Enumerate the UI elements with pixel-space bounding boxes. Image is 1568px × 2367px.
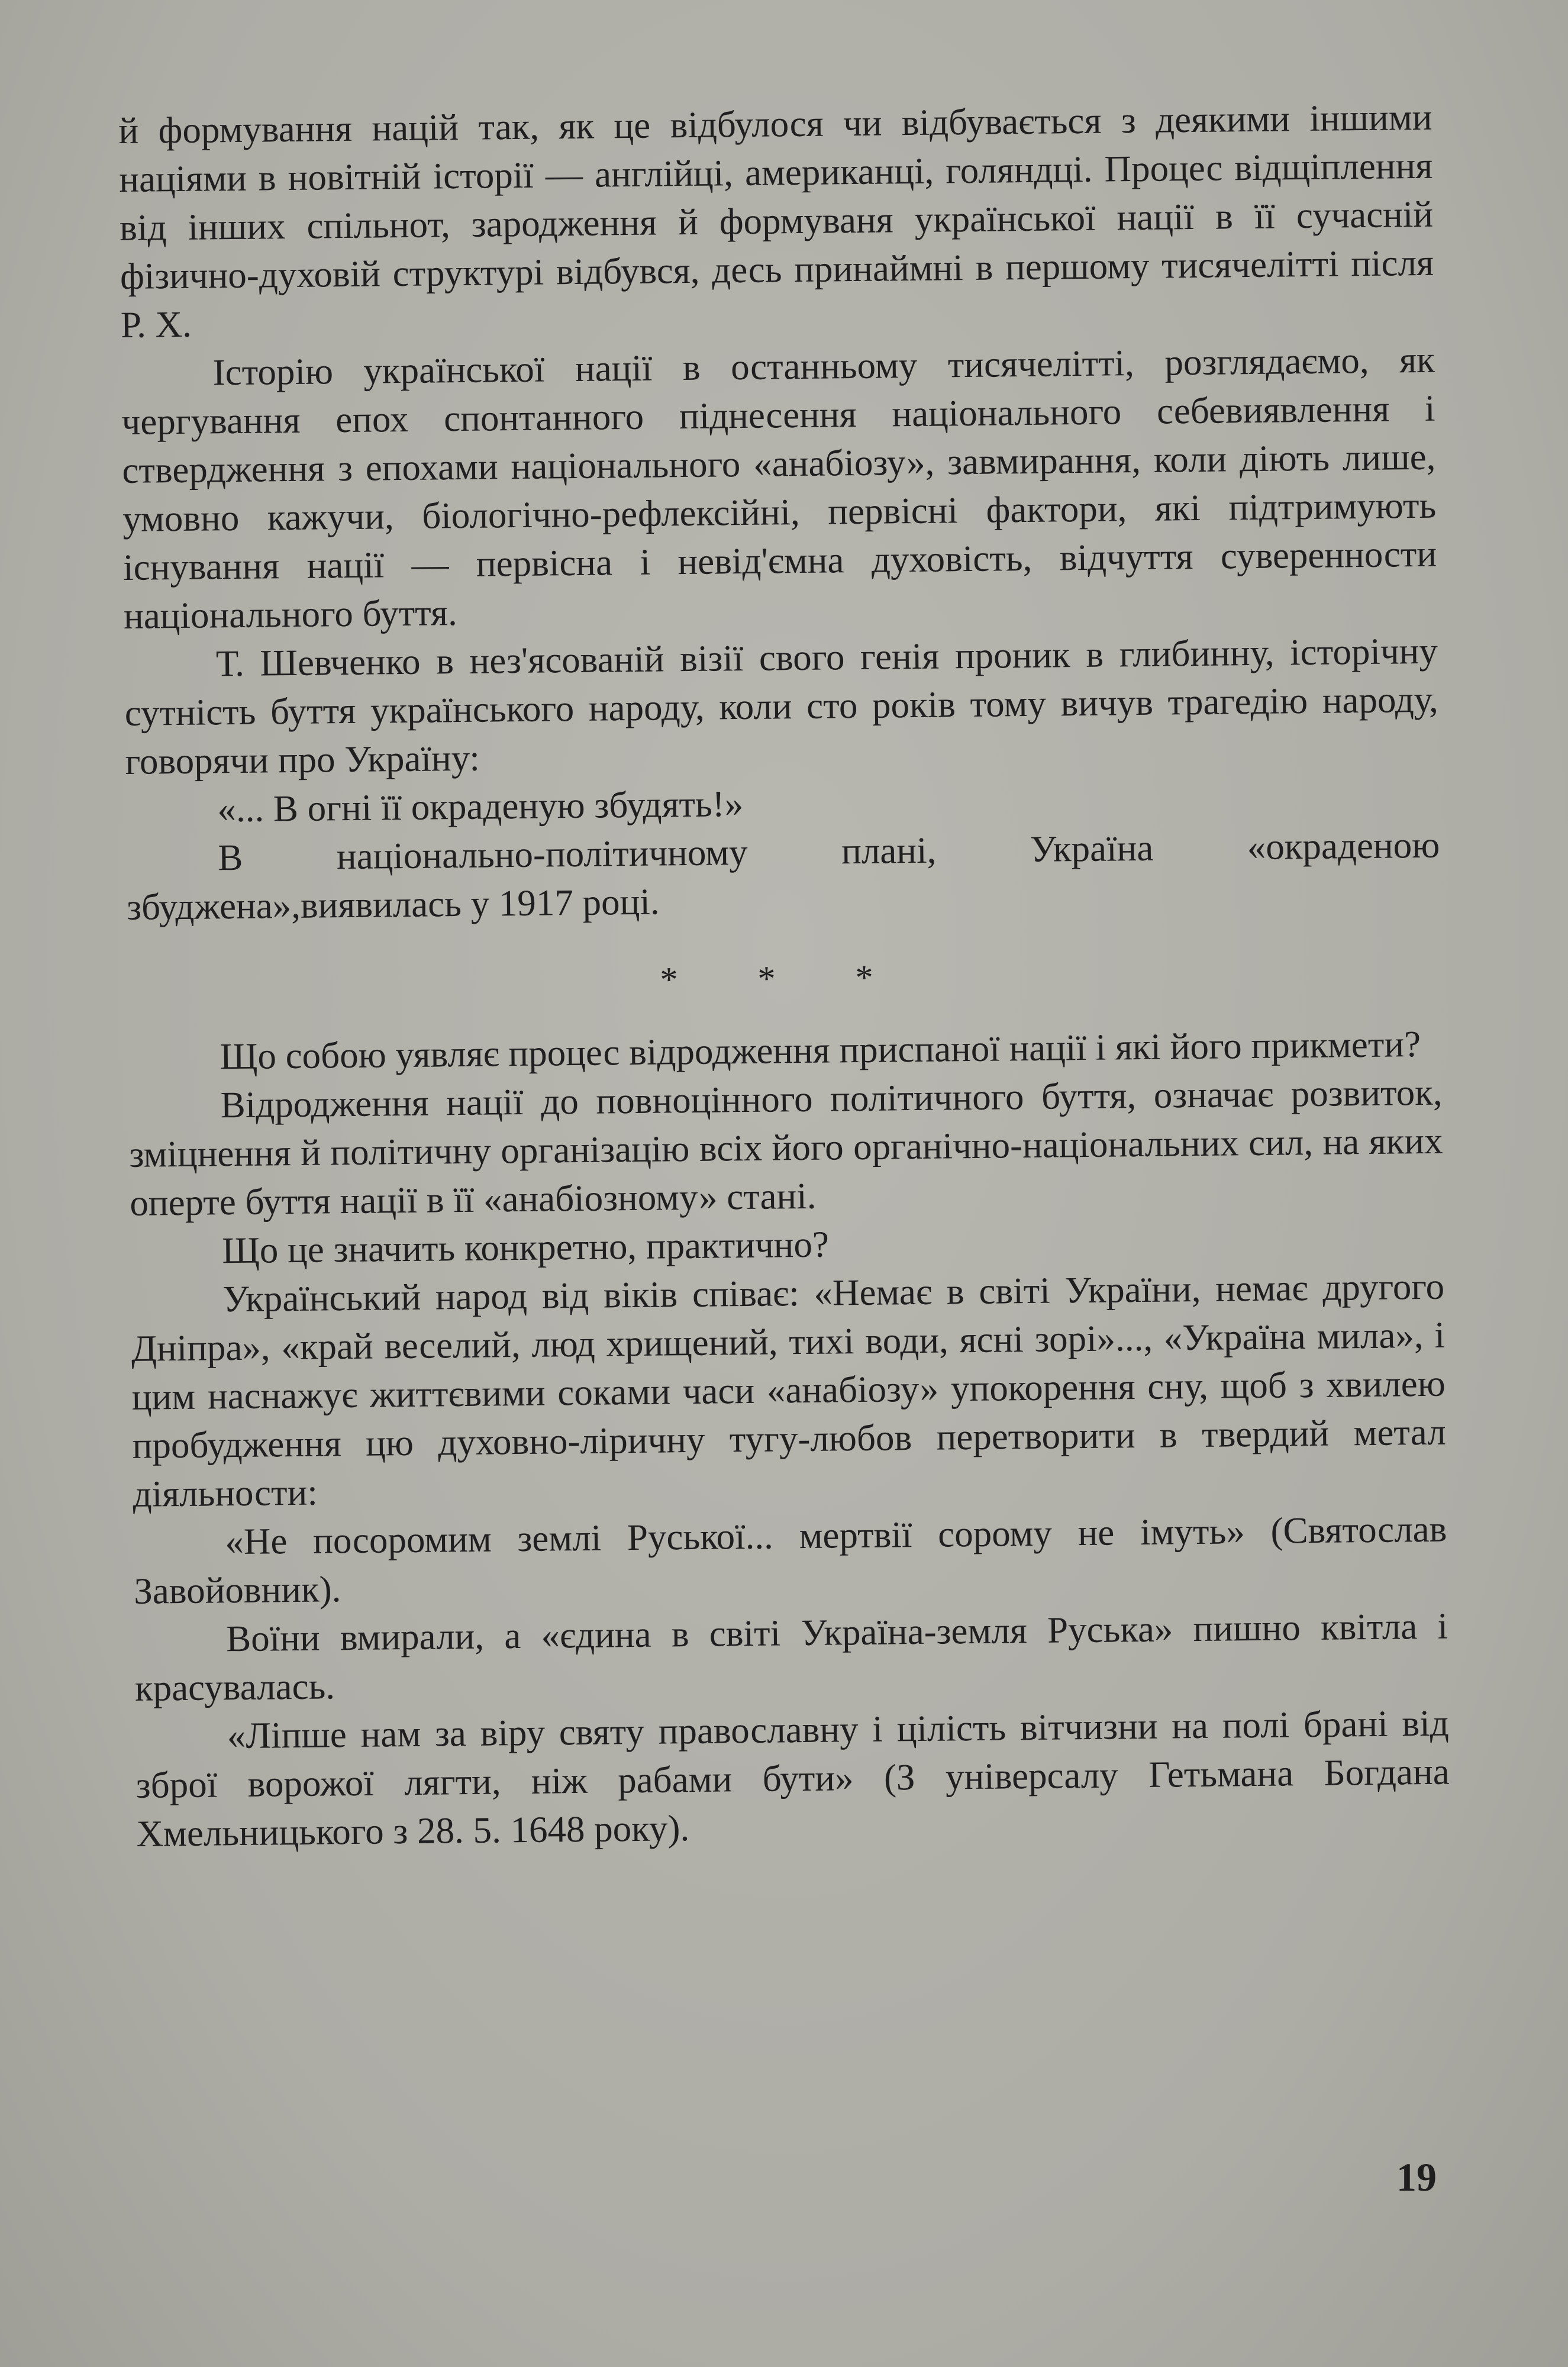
- paragraph-1917: В національно-політичному плані, Україна «окраденою збуджена»,виявилась у 1917 році.: [126, 824, 1440, 928]
- paragraph-concrete: Що це значить конкретно, практично?: [221, 1223, 830, 1272]
- paragraph-warriors: Воїни вмирали, а «єдина в світі Україна-земля Руська» пишно квітла і красувалась.: [134, 1605, 1448, 1709]
- page-number: 19: [1396, 2155, 1437, 2200]
- paragraph-shevchenko: Т. Шевченко в нез'ясованій візії свого генія проник в глибинну, історічну сутність буття українського народу, коли сто років тому вичув трагедію народу, говорячи про Україну:: [124, 630, 1438, 782]
- paragraph-continuation: й формування націй так, як це відбулося чи відбувається з деякими іншими націями в новітній історії — англійці, американці, голяндці. Процес відщіплення від інших спільнот, зародження й формуваня української нації в її сучасній фізично-духовій структурі відбувся, десь принаймні в першому тисячелітті після Р. Х.: [118, 96, 1434, 346]
- section-separator: * * *: [660, 957, 909, 999]
- quote-khmelnytsky: «Ліпше нам за віру святу православну і цілість вітчизни на полі брані від зброї ворожої лягти, ніж рабами бути» (З універсалу Гетьмана Богдана Хмельницького з 28. 5. 1648 року).: [135, 1702, 1450, 1855]
- paragraph-revival: Відродження нації до повноцінного політичного буття, означає розвиток, зміцнення й політичну організацію всіх його органічно-національних сил, на яких оперте буття нації в її «анабіозному» стані.: [129, 1071, 1443, 1224]
- paragraph-history: Історію української нації в останньому тисячелітті, розглядаємо, як чергування епох спонтанного піднесення національного себевиявлення і ствердження з епохами національного «анабіозу», завмирання, коли діють лише, умовно кажучи, біологічно-рефлексійні, первісні фактори, які підтримують існування нації — первісна і невід'ємна духовість, відчуття суверенности національного буття.: [121, 338, 1437, 637]
- quote-sviatoslav: «Не посоромим землі Руської... мертвії сорому не імуть» (Святослав Завойовник).: [133, 1508, 1447, 1612]
- page-body-text: [118, 93, 1450, 1858]
- paragraph-question: Що собою уявляє процес відродження приспаної нації і які його прикмети?: [220, 1023, 1421, 1078]
- quote-shevchenko: «... В огні її окраденую збудять!»: [217, 783, 744, 830]
- paragraph-people-sing: Український народ від віків співає: «Немає в світі України, немає другого Дніпра», «край веселий, люд хрищений, тихі води, ясні зорі»..., «Україна мила», і цим наснажує життєвими соками часи «анабіозу» упокорення сну, щоб з хвилею пробудження цю духовно-ліричну тугу-любов перетворити в твердий метал діяльности:: [131, 1265, 1446, 1515]
